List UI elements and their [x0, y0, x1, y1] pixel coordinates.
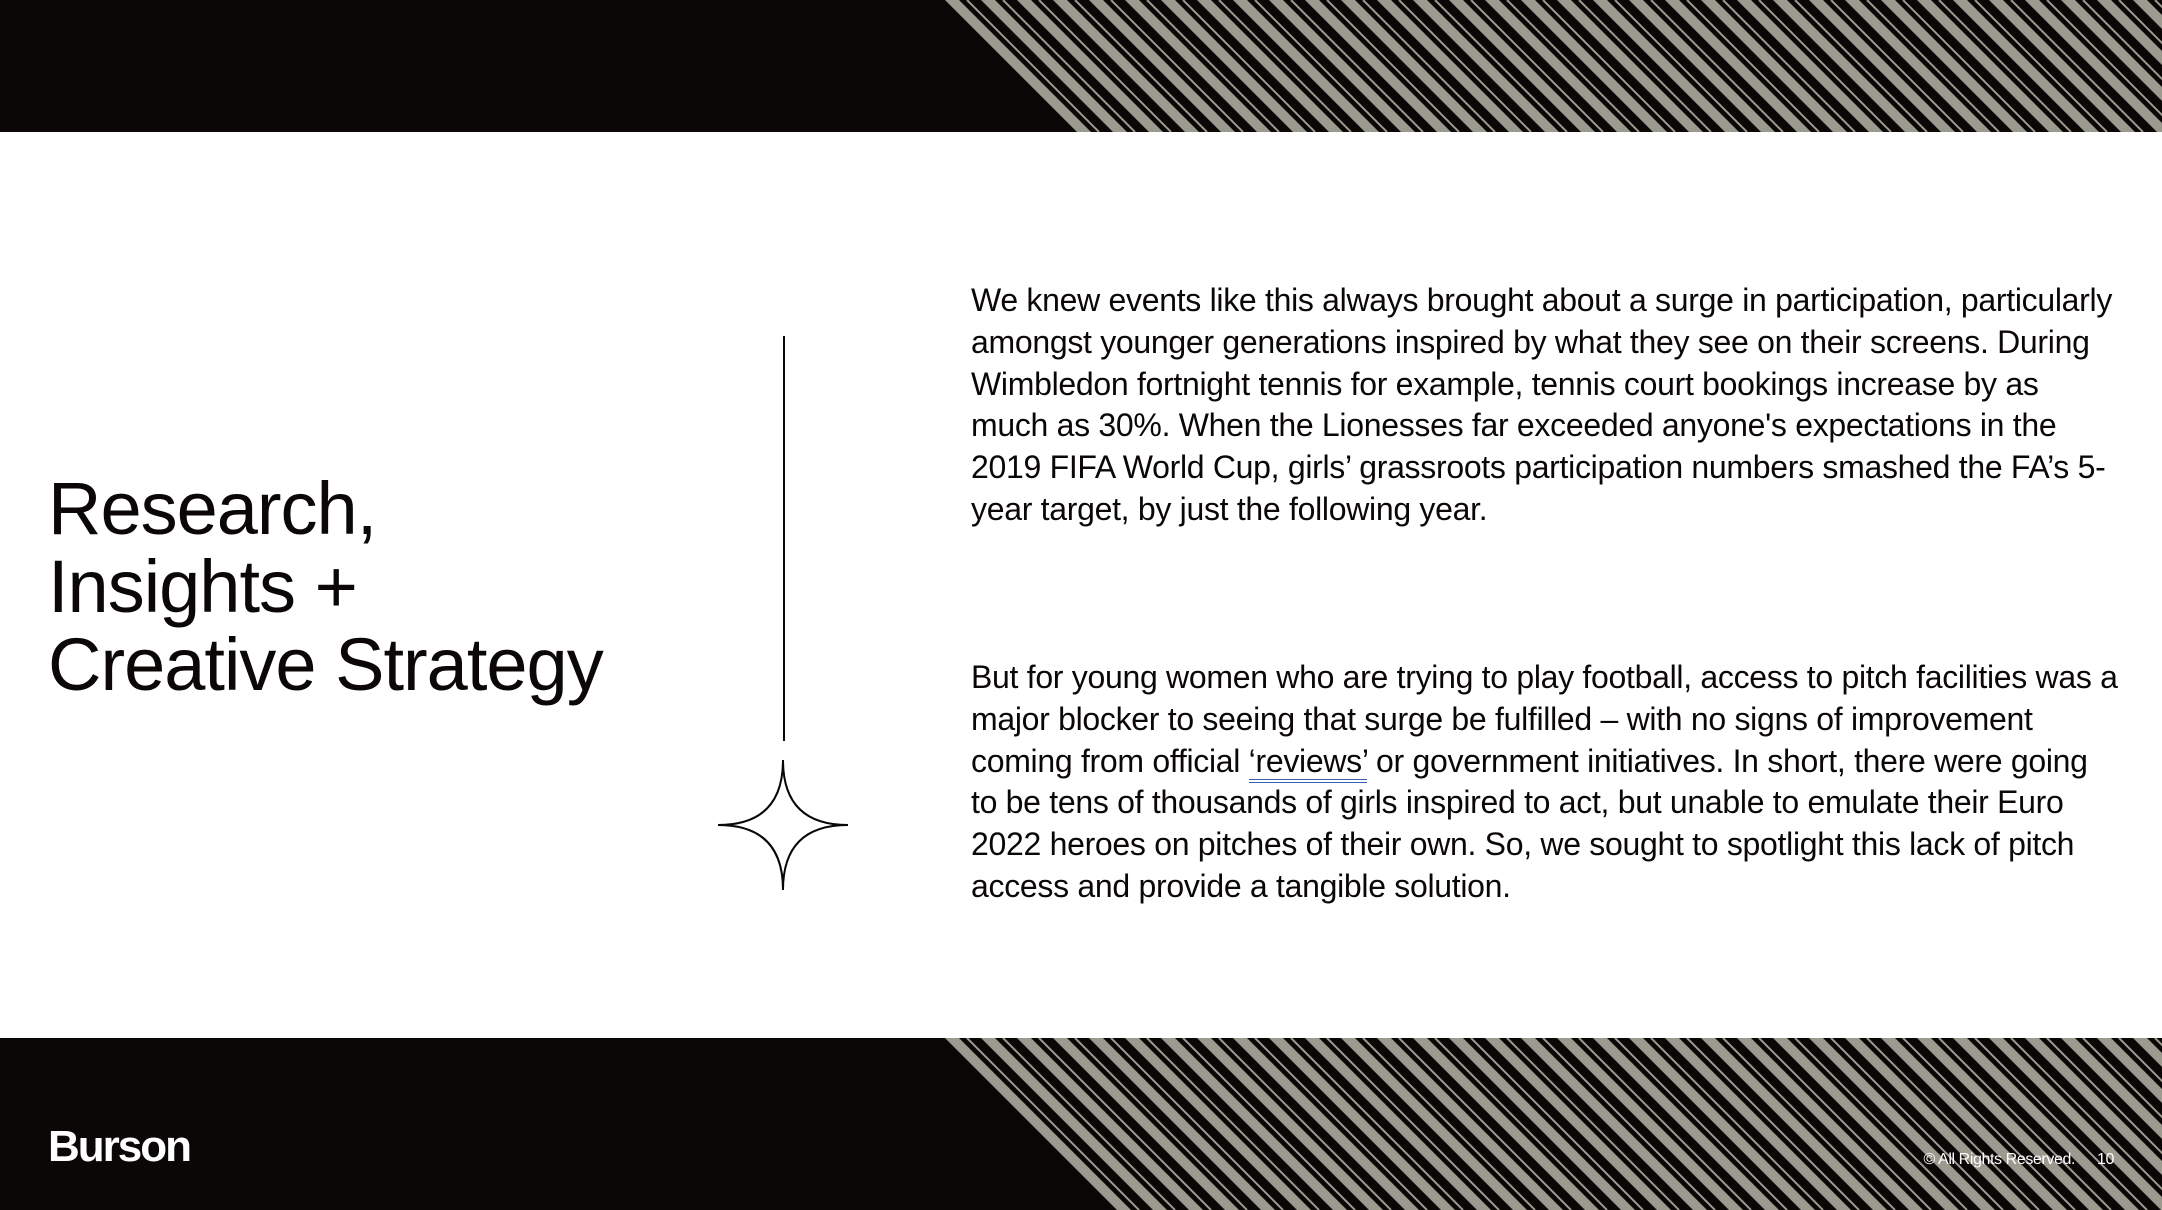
body-paragraph-2: [971, 657, 2121, 908]
reviews-link[interactable]: ‘reviews’: [1249, 743, 1368, 783]
page-number: 10: [2097, 1151, 2114, 1168]
body-paragraph-1: We knew events like this always brought about a surge in participation, particularly amongst younger generations inspired by what they see on their screens. During Wimbledon fortnight tennis for example, tennis court bookings increase by as much as 30%. When the Lionesses far exceeded anyone's expectations in the 2019 FIFA World Cup, girls’ grassroots participation numbers smashed the FA’s 5-year target, by just the following year.: [971, 282, 2113, 527]
paragraph-2-text-start: But for young women who are trying to play football, access to pitch facilities was a major blocker to seeing that surge be fulfilled – with no signs of improvement coming from official: [971, 659, 2118, 779]
pattern-mask: [0, 0, 945, 132]
burson-logo: Burson: [48, 1122, 190, 1171]
top-pattern-band: [0, 0, 2162, 132]
title-line-3: Creative Strategy: [48, 623, 603, 706]
paragraph-2-text-end: or government initiatives. In short, there were going to be tens of thousands of girls inspired to act, but unable to emulate their Euro 2022 heroes on pitches of their own. So, we sought to spotlight this lack of pitch access and provide a tangible solution.: [971, 742, 2088, 904]
diagonal-stripe-pattern: [0, 1038, 2162, 1210]
title-line-1: Research,: [48, 467, 377, 550]
four-point-star-icon: [716, 758, 850, 892]
copyright-text: © All Rights Reserved.: [1923, 1151, 2075, 1168]
footer-info: [1924, 1151, 2115, 1169]
bottom-pattern-band: [0, 1038, 2162, 1210]
diagonal-stripe-pattern: [0, 0, 2162, 132]
vertical-divider: [783, 336, 785, 741]
title-line-2: Insights +: [48, 545, 357, 628]
slide-title: [48, 467, 748, 706]
